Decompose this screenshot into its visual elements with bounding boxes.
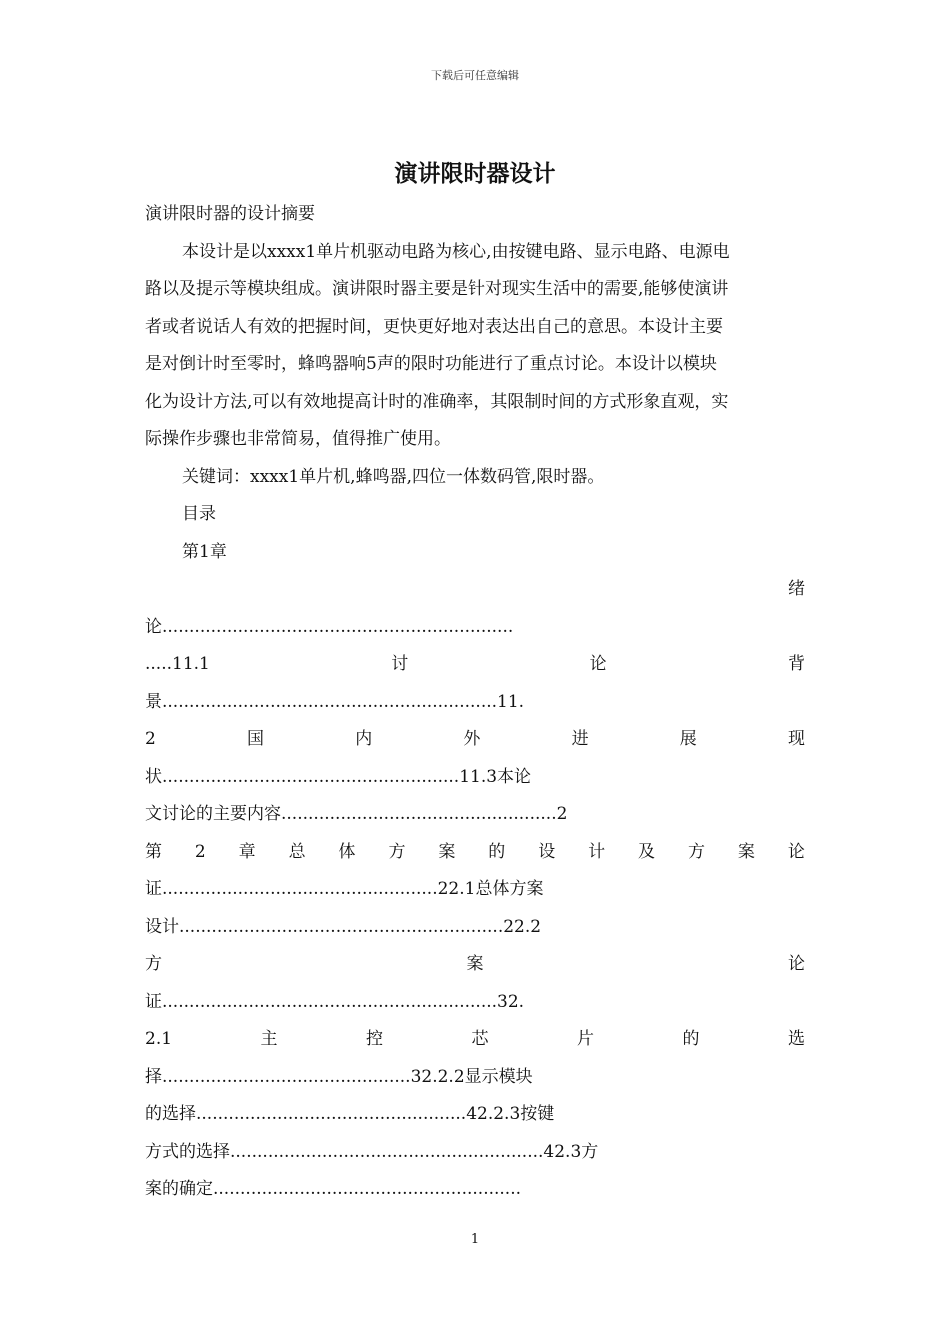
toc-fragment: 现 xyxy=(787,729,805,749)
toc-line xyxy=(145,946,805,984)
toc-line: 的选择..................................................42.2.3按键 xyxy=(145,1104,555,1124)
toc-line: 择..............................................32.2.2显示模块 xyxy=(145,1066,533,1087)
toc-fragment: 讨 xyxy=(391,654,409,674)
toc-heading: 目录 xyxy=(182,504,216,524)
toc-fragment: 案 xyxy=(466,954,484,974)
toc-fragment: 案 xyxy=(737,841,755,862)
document-body xyxy=(145,196,805,1209)
toc-fragment: 的 xyxy=(682,1029,700,1049)
page-header: 下载后可任意编辑 xyxy=(431,69,519,82)
toc-fragment: 展 xyxy=(679,729,697,749)
abstract-line: 是对倒计时至零时，蜂鸣器响5声的限时功能进行了重点讨论。本设计以模块 xyxy=(145,354,717,374)
toc-fragment: .....11.1 xyxy=(145,654,210,674)
toc-fragment: 方 xyxy=(388,841,406,862)
toc-fragment: 总 xyxy=(288,841,306,862)
toc-fragment: 案 xyxy=(438,841,456,862)
toc-line: 状.......................................................11.3本论 xyxy=(145,766,532,787)
toc-line: 案的确定......................................................... xyxy=(145,1179,522,1199)
page-number: 1 xyxy=(470,1232,480,1247)
document-title: 演讲限时器设计 xyxy=(394,161,556,187)
toc-fragment: 内 xyxy=(355,729,373,749)
toc-line: 文讨论的主要内容...................................................2 xyxy=(145,804,568,824)
toc-fragment: 方 xyxy=(145,954,162,974)
abstract-subtitle: 演讲限时器的设计摘要 xyxy=(145,204,315,224)
toc-fragment: 体 xyxy=(338,841,356,862)
toc-fragment: 片 xyxy=(576,1029,594,1049)
toc-fragment: 的 xyxy=(488,841,506,862)
toc-fragment: 芯 xyxy=(471,1029,489,1049)
toc-line: 绪 xyxy=(788,579,805,599)
toc-fragment: 2.1 xyxy=(145,1029,173,1049)
toc-fragment: 设 xyxy=(538,841,556,862)
toc-chapter-label: 第1章 xyxy=(182,541,227,562)
abstract-line: 际操作步骤也非常简易，值得推广使用。 xyxy=(145,429,451,449)
toc-line xyxy=(145,721,805,759)
toc-fragment: 章 xyxy=(238,841,256,862)
toc-fragment: 2 xyxy=(145,729,156,749)
toc-line: 景..............................................................11. xyxy=(145,691,525,712)
toc-fragment: 2 xyxy=(194,841,206,862)
toc-fragment: 方 xyxy=(687,841,705,862)
toc-fragment: 选 xyxy=(787,1029,805,1049)
toc-line xyxy=(145,646,805,684)
abstract-line: 本设计是以xxxx1单片机驱动电路为核心,由按键电路、显示电路、电源电 xyxy=(182,241,730,262)
keywords: 关键词：xxxx1单片机,蜂鸣器,四位一体数码管,限时器。 xyxy=(182,466,605,487)
toc-line xyxy=(145,1021,805,1059)
toc-fragment: 计 xyxy=(588,841,606,862)
abstract-line: 化为设计方法,可以有效地提高计时的准确率，其限制时间的方式形象直观，实 xyxy=(145,391,729,412)
toc-line: 证..............................................................32. xyxy=(145,991,525,1012)
toc-fragment: 进 xyxy=(571,729,589,749)
toc-fragment: 背 xyxy=(788,654,805,674)
toc-fragment: 主 xyxy=(260,1029,278,1049)
toc-fragment: 论 xyxy=(787,841,805,862)
toc-fragment: 论 xyxy=(788,954,805,974)
toc-fragment: 国 xyxy=(247,729,265,749)
toc-line xyxy=(145,834,805,872)
abstract-line: 路以及提示等模块组成。演讲限时器主要是针对现实生活中的需要,能够使演讲 xyxy=(145,279,729,299)
toc-line: 证...................................................22.1总体方案 xyxy=(145,879,544,899)
abstract-line: 者或者说话人有效的把握时间，更快更好地对表达出自己的意思。本设计主要 xyxy=(145,316,723,337)
toc-line: 方式的选择..........................................................42.3方 xyxy=(145,1141,599,1162)
toc-fragment: 控 xyxy=(366,1029,384,1049)
toc-fragment: 及 xyxy=(638,841,656,862)
toc-fragment: 论 xyxy=(589,654,607,674)
toc-fragment: 第 xyxy=(145,841,162,862)
toc-line: 论................................................................. xyxy=(145,616,514,637)
toc-fragment: 外 xyxy=(463,729,481,749)
toc-line: 设计............................................................22.2 xyxy=(145,916,542,937)
